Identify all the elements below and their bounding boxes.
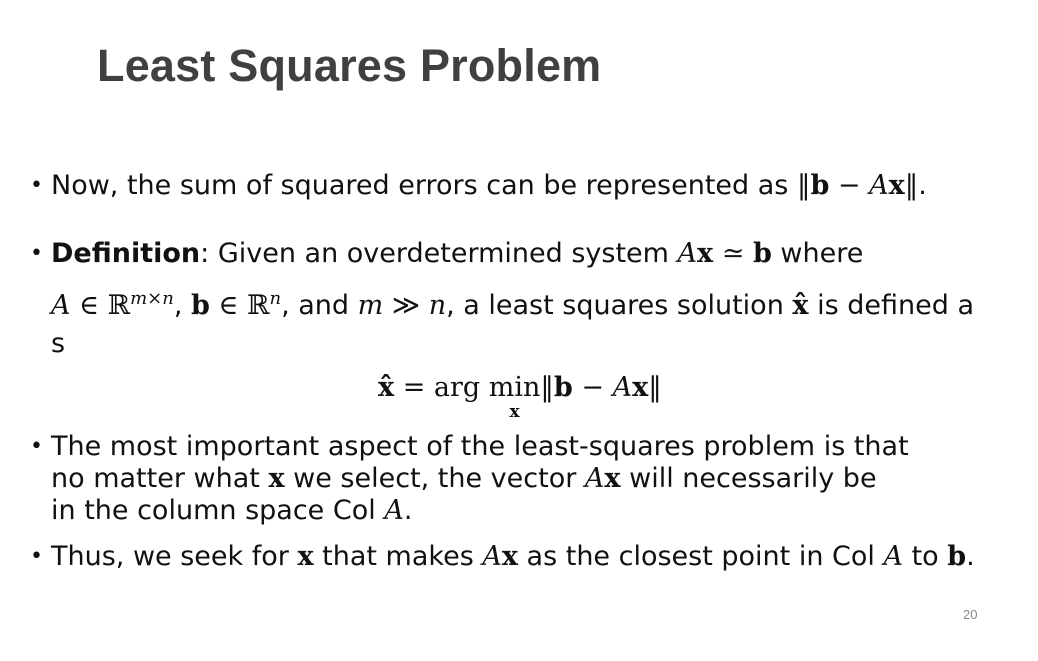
math-x: x (297, 541, 314, 572)
math-superscript: m×n (130, 288, 174, 309)
norm-open: ‖ (796, 170, 811, 201)
math-x: x (604, 463, 621, 494)
bullet-text (51, 170, 927, 202)
eq-xhat: x̂ (378, 372, 395, 403)
column-space-line-1: The most important aspect of the least-squares problem is that (51, 431, 909, 462)
text: Now, the sum of squared errors can be represented as (51, 170, 797, 201)
text: as the closest point in Col (517, 541, 884, 572)
text: , (173, 290, 192, 321)
text: : Given an overdetermined system (200, 238, 678, 269)
math-in-reals: ∈ ℝ (70, 290, 131, 321)
math-n: n (428, 290, 447, 321)
math-superscript: n (269, 288, 282, 309)
norm-close: ‖ (904, 170, 919, 201)
text: where (771, 238, 864, 269)
bullet-text (51, 541, 975, 573)
math-minus: − (829, 170, 870, 201)
math-x: x (697, 238, 714, 269)
math-xhat: x̂ (792, 290, 809, 321)
eq-min-operator (488, 372, 541, 422)
norm-open: ‖ (540, 372, 554, 403)
math-A: A (482, 541, 502, 572)
text: will necessarily be (620, 463, 877, 494)
math-b: b (947, 541, 967, 572)
text: Thus, we seek for (51, 541, 298, 572)
text: to (903, 541, 948, 572)
eq-equals-arg: = arg (394, 372, 489, 403)
math-A: A (584, 463, 605, 494)
math-b: b (553, 372, 573, 403)
definition-line-1 (51, 238, 974, 283)
math-b: b (752, 238, 772, 269)
math-b: b (191, 290, 210, 321)
column-space-line-2 (51, 463, 909, 495)
math-m: m (357, 290, 384, 321)
math-x: x (888, 170, 905, 201)
page-number: 20 (963, 607, 978, 622)
text-end: . (918, 170, 927, 201)
column-space-line-3 (51, 495, 909, 527)
text: in the column space Col (51, 495, 385, 526)
text: no matter what (51, 463, 269, 494)
text: , a least squares solution (446, 290, 793, 321)
math-gg: ≫ (383, 290, 429, 321)
math-x: x (632, 372, 649, 403)
math-A: A (677, 238, 698, 269)
definition-line-2 (51, 283, 974, 328)
math-b: b (810, 170, 830, 201)
text: is defined a (808, 290, 974, 321)
definition-line-3: s (51, 328, 66, 359)
bullet-marker: • (30, 544, 43, 569)
text-end: . (403, 495, 413, 526)
eq-min: min (488, 372, 541, 403)
text-end: . (966, 541, 975, 572)
math-A: A (612, 372, 633, 403)
bullet-marker: • (30, 241, 43, 266)
definition-term: Definition (51, 238, 201, 269)
math-x: x (501, 541, 518, 572)
eq-min-subscript: x (509, 402, 520, 422)
text: , and (281, 290, 358, 321)
norm-close: ‖ (648, 372, 662, 403)
slide-title: Least Squares Problem (97, 40, 602, 91)
bullet-text (51, 431, 909, 527)
bullet-marker: • (30, 173, 43, 198)
math-A: A (883, 541, 903, 572)
math-A: A (869, 170, 889, 201)
math-approx: ≃ (713, 238, 753, 269)
least-squares-equation (378, 372, 662, 422)
math-minus: − (572, 372, 613, 403)
bullet-text (51, 238, 974, 360)
math-in-reals: ∈ ℝ (209, 290, 270, 321)
math-A: A (51, 290, 71, 321)
math-x: x (268, 463, 285, 494)
math-A: A (384, 495, 404, 526)
bullet-marker: • (30, 434, 43, 459)
text: we select, the vector (284, 463, 585, 494)
text: that makes (313, 541, 483, 572)
